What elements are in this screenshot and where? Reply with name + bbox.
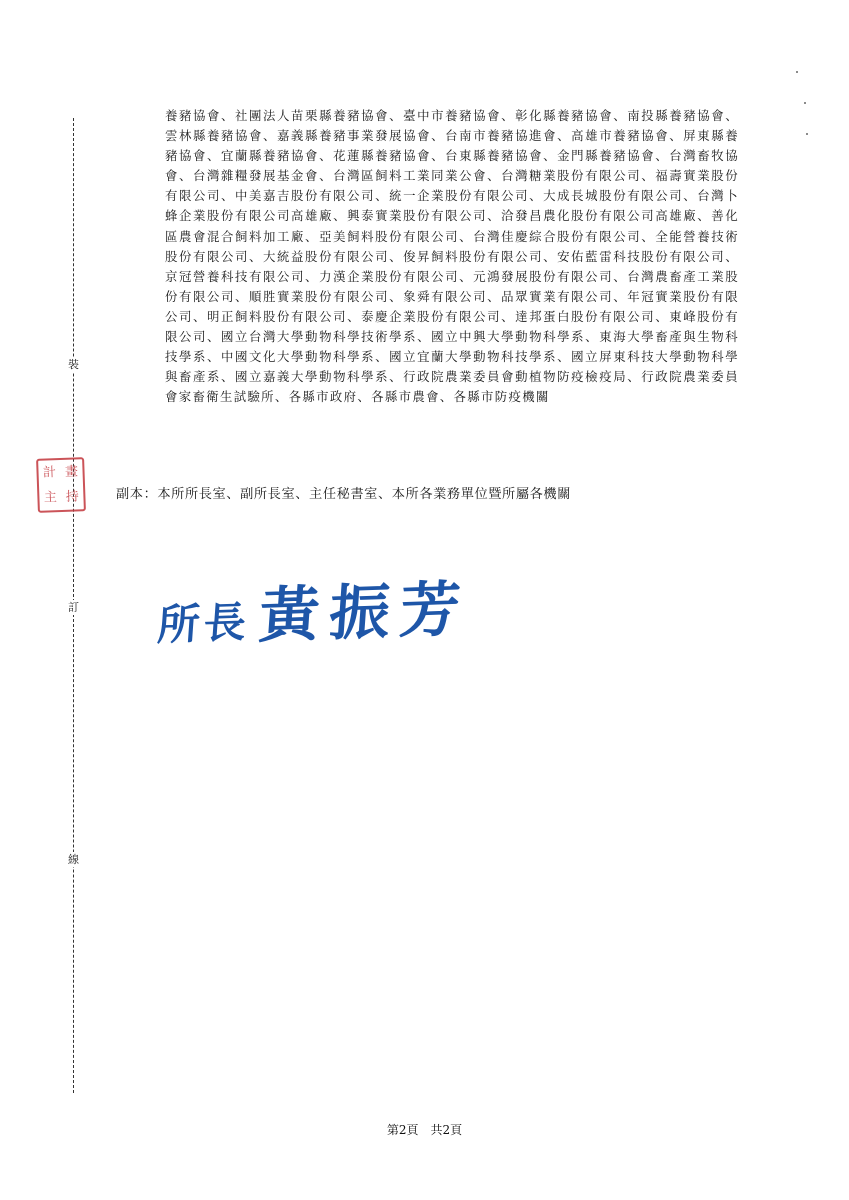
seal-char: 主 [43, 490, 58, 506]
seal-char: 畫 [64, 464, 79, 480]
page-total: 共2頁 [430, 1123, 463, 1137]
seal-char: 持 [65, 489, 80, 505]
copy-recipients [116, 485, 756, 505]
page-current: 第2頁 [386, 1123, 419, 1137]
page-number [0, 1121, 849, 1138]
seal-char: 計 [42, 465, 57, 481]
binding-char-ding: 訂 [68, 601, 79, 614]
binding-char-xian: 線 [68, 853, 79, 866]
red-seal-stamp [36, 457, 86, 513]
copy-text: 本所所長室、副所長室、主任秘書室、本所各業務單位暨所屬各機關 [157, 487, 571, 502]
signature-title: 所長 [155, 597, 252, 650]
scan-speck [804, 102, 806, 104]
director-signature [155, 565, 473, 652]
copy-label: 副本： [116, 487, 158, 502]
scan-speck [796, 71, 798, 73]
signature-name: 黃振芳 [256, 574, 473, 652]
recipients-list: 養豬協會、社團法人苗栗縣養豬協會、臺中市養豬協會、彰化縣養豬協會、南投縣養豬協會、雲林縣養豬協會、嘉義縣養豬事業發展協會、台南市養豬協進會、高雄市養豬協會、屏東縣養豬協會、宜蘭縣養豬協會、花蓮縣養豬協會、台東縣養豬協會、金門縣養豬協會、台灣畜牧協會、台灣雜糧發展基金會、台灣區飼料工業同業公會、台灣糖業股份有限公司、福壽實業股份有限公司、中美嘉吉股份有限公司、統一企業股份有限公司、大成長城股份有限公司、台灣卜蜂企業股份有限公司高雄廠、興泰實業股份有限公司、洽發昌農化股份有限公司高雄廠、善化區農會混合飼料加工廠、亞美飼料股份有限公司、台灣佳慶綜合股份有限公司、全能營養技術股份有限公司、大統益股份有限公司、俊昇飼料股份有限公司、安佑藍雷科技股份有限公司、京冠營養科技有限公司、力漢企業股份有限公司、元鴻發展股份有限公司、台灣農畜產工業股份有限公司、順胜實業股份有限公司、象舜有限公司、品眾實業有限公司、年冠實業股份有限公司、明正飼料股份有限公司、泰慶企業股份有限公司、達邦蛋白股份有限公司、東峰股份有限公司、國立台灣大學動物科學技術學系、國立中興大學動物科學系、東海大學畜產與生物科技學系、中國文化大學動物科學系、國立宜蘭大學動物科技學系、國立屏東科技大學動物科學與畜產系、國立嘉義大學動物科學系、行政院農業委員會動植物防疫檢疫局、行政院農業委員會家畜衛生試驗所、各縣市政府、各縣市農會、各縣市防疫機關 [165, 108, 739, 405]
binding-char-zhuang: 裝 [68, 358, 79, 371]
scan-speck [806, 133, 808, 135]
